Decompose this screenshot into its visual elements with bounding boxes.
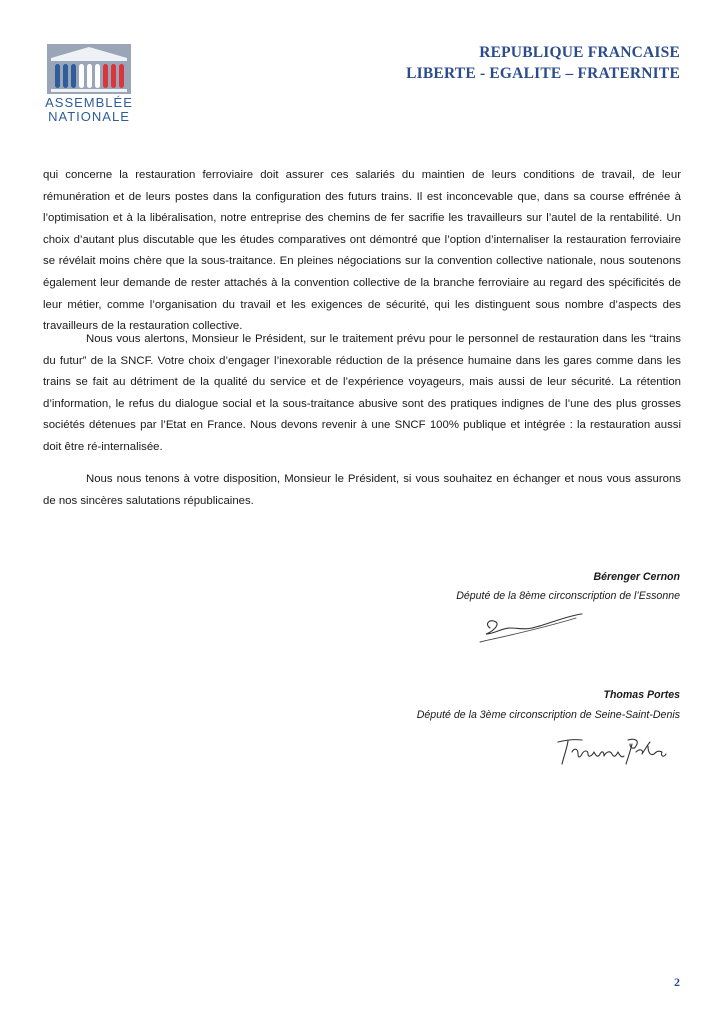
handwritten-signature-1 bbox=[476, 606, 586, 646]
page-number: 2 bbox=[674, 975, 680, 989]
signatory-title-1: Député de la 8ème circonscription de l’Essonne bbox=[456, 590, 680, 602]
handwritten-signature-2 bbox=[556, 734, 668, 770]
letterhead bbox=[406, 42, 680, 84]
signatory-name-1: Bérenger Cernon bbox=[593, 571, 680, 583]
hemicycle-emblem-icon bbox=[47, 44, 131, 94]
logo-text-assemblee: ASSEMBLÉE bbox=[45, 95, 133, 110]
letterhead-republique: REPUBLIQUE FRANCAISE bbox=[479, 44, 680, 61]
body-paragraph-3: Nous nous tenons à votre disposition, Monsieur le Président, si vous souhaitez en échanger et nous vous assurons de nos sincères salutations républicaines. bbox=[43, 473, 681, 507]
logo-text-nationale: NATIONALE bbox=[48, 109, 130, 124]
body-paragraph-2: Nous vous alertons, Monsieur le Président, sur le traitement prévu pour le personnel de restauration dans les “trains du futur” de la SNCF. Votre choix d’engager l’inexorable réduction de la présence humaine dans les gares comme dans les trains se fait au détriment de la qualité du service et de l’expérience voyageurs, mais aussi de leur sécurité. La rétention d’information, le refus du dialogue social et la sous-traitance abusive sont des pratiques indignes de l’une des plus grosses sociétés détenues par l’Etat en France. Nous devons revenir à une SNCF 100% publique et intégrée : la restauration aussi doit être ré-internalisée. bbox=[43, 333, 681, 453]
assemblee-nationale-logo bbox=[43, 44, 135, 126]
body-paragraph-1: qui concerne la restauration ferroviaire doit assurer ces salariés du maintien de leurs conditions de travail, de leur rémunération et de leurs postes dans la configuration des futurs trains. Il est inconcevable que, dans sa course effrénée à l’optimisation et à la libéralisation, notre entreprise des chemins de fer sacrifie les travailleurs sur l’autel de la rentabilité. Un choix d’autant plus discutable que les études comparatives ont démontré que l’option d’internaliser la restauration ferroviaire se révélait moins chère que la sous-traitance. En pleines négociations sur la convention collective nationale, nous soutenons également leur demande de rester attachés à la convention collective de la branche ferroviaire au regard des spécificités de leur métier, comme l’organisation du travail et les exigences de sécurité, qui les distinguent sous nombre d’aspects des travailleurs de la restauration collective. bbox=[43, 169, 681, 333]
signatory-name-2: Thomas Portes bbox=[603, 689, 680, 701]
letterhead-devise: LIBERTE - EGALITE – FRATERNITE bbox=[406, 65, 680, 82]
signatory-title-2: Député de la 3ème circonscription de Seine-Saint-Denis bbox=[416, 709, 680, 721]
